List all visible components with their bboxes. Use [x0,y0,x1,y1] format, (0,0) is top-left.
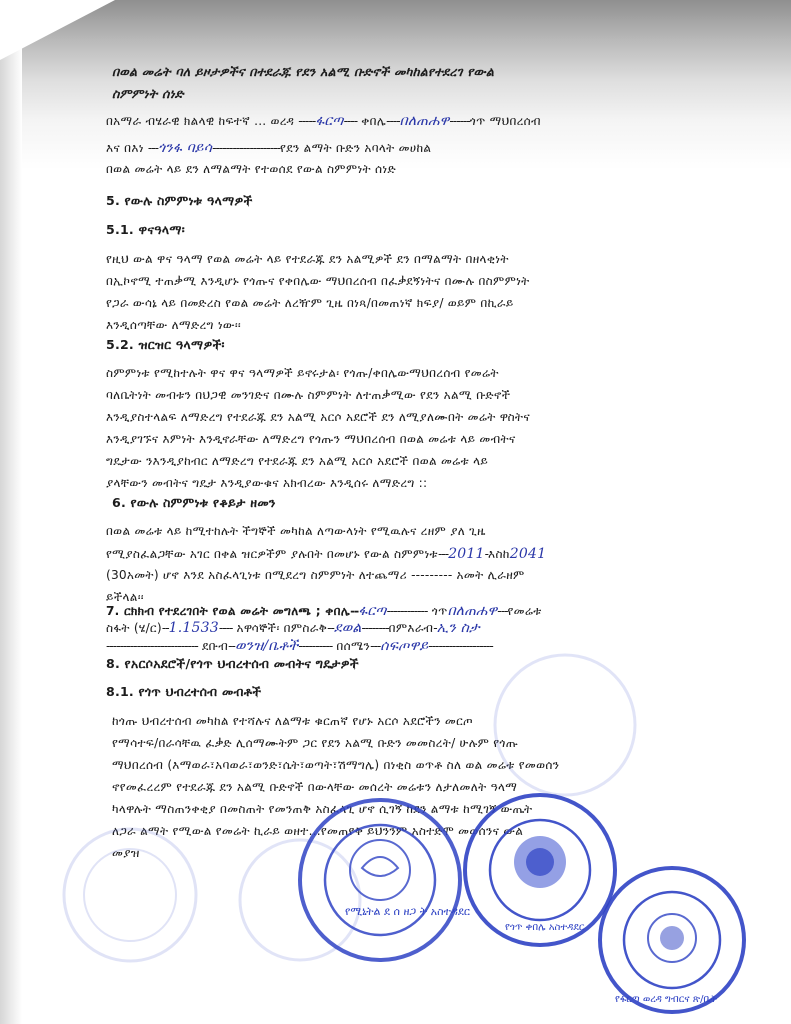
area-handwritten: 1.1533 [168,620,219,636]
paragraph-line: እንዲያገኙና እምነት እንዲኖራቸው ለማድረግ የጎጡን ማህበረሰብ በወል መሬቱ ላይ መብትና [106,432,516,446]
paragraph-line: ግዴታው ንእንዲያከብር ለማድረግ የተደራጁ ደን አልሚ አርሶ አደሮች በወል መሬቱ ላይ [106,454,489,468]
parties-line1: በአማራ ብሄራዊ ክልላዊ ከፍተኛ ... ወረዳ -----ፋርጣ---- ቀበሌ----በለጠሐዋ------ጎጥ ማህበረሰብ [106,113,541,129]
boundaries-label: አዋሳኞች፡ በምስራቅ [236,621,328,635]
land-description-prefix: 7. ርክክብ የተደረገበት የወል መሬት መግለጫ ; ቀበሌ [106,604,351,618]
section-5-heading: 5. የውሉ ስምምነቱ ዓላማዎች [106,193,253,208]
section-8-1-heading: 8.1. የጎጥ ህብረተሰብ መብቶች [106,684,262,699]
section-8-heading: 8. የአርሶአደሮች/የጎጥ ህብረተሰብ መብትና ግዴታዎች [106,656,359,671]
duration-prefix: የሚያስፈልጋቸው አገር በቀል ዝርዎችም ያሉበት በመሆኑ የውል ስምምነቱ [106,547,438,561]
east-handwritten: ደወል [333,620,362,636]
paragraph-line: ያላቸውን መብትና ግዴታ እንዲያውቁና አክብረው እንዲሰሩ ለማድረግ :: [106,476,428,490]
until-label: እስከ [488,547,510,561]
got2-label: ጎጥ [431,604,448,618]
paragraph-line: የዚህ ውል ዋና ዓላማ የወል መሬት ላይ የተደራጁ ደን አልሚዎች ደን በማልማት በዘላቂነት [106,252,509,266]
section-5-2-heading: 5.2. ዝርዝር ዓላማዎች፡ [106,337,225,352]
stamp1-text: የሚኒትል ደ ሰ ዘጋ ት አስተዳደር [345,905,470,918]
kebele2-handwritten: ፋርጣ [358,603,387,619]
paragraph-line: ካላዋሉት ማስጠንቀቂያ በመስጠት የመንጠቅ አስፈላጊ ሆኖ ሲገኝ ከደን ልማቱ ከሚገኝ ውጤት [112,802,533,816]
area-label: ስፋት (ሄ/ር) [106,621,162,635]
official-stamp-1 [300,800,470,960]
paragraph-line: እንዲሰጣቸው ለማድረግ ነው፡፡ [106,318,241,332]
document-title-line2: ስምምነት ሰነድ [112,86,184,101]
paragraph-line: በኢኮኖሚ ተጠቃሚ እንዲሆኑ የጎጡና የቀበሌው ማህበረሰብ በፈቃደኝነትና በሙሉ በስምምነት [106,274,530,288]
stamp3-text: የፋርጣ ወረዳ ግብርና ጽ/ቤት [615,994,718,1005]
land-description-line3: --------------------------- ደቡብ--ወንዝ/ቤቶች---------- በሰሜን---ሰፍጦዋይ------------------- [106,638,493,654]
paragraph-line: የጋራ ውሳኔ ላይ በመድረስ የወል መሬት ለረዥም ጊዜ በነጻ/በመጠነኛ ክፍያ/ ወይም በኪራይ [106,296,514,310]
paragraph-line: ይችላል፡፡ [106,590,144,604]
stamp2-text: የጎጥ ቀበሌ አስተዳደር [505,922,585,933]
official-stamp-2 [465,795,615,945]
year-from-handwritten: 2011 [448,546,485,562]
west-label: በምእራብ [388,621,434,635]
paragraph-line: በወል መሬቱ ላይ ከሚተከሉት ችግኞች መካከል ለጣውላነት የሚዉሉና ረዘም ያለ ጊዜ [106,524,486,538]
south-handwritten: ወንዝ/ቤቶች [234,638,299,654]
section-5-1-heading: 5.1. ዋናዓላማ፡ [106,222,185,237]
paragraph-line: ስምምነቱ የሚከተሉት ዋና ዋና ዓላማዎች ይኖሩታል፡ የጎጡ/ቀበሌውማህበረሰብ የመሬት [106,366,499,380]
paragraph-line: ባለቤትነት መብቱን በህጋዊ መንገድና በሙሉ ስምምነት ለተጠቃሚው የደን አልሚ ቡድኖች [106,388,511,402]
official-stamp-3 [600,868,744,1012]
parties-line2: እና በእነ ---ጎንፋ ባይሳ--------------------የደን ልማት ቡድን አባላት መሀከል [106,140,432,156]
document-title-line1: በወል መሬት ባለ ይዞታዎችና በተደራጁ የደን አልሚ ቡድኖች መካከልየተደረገ የውል [112,64,495,79]
paragraph-line: ኖየመፈረረም የተደራጁ ደን አልሚ ቡድኖች በውላቸው መሰረት መሬቱን ለታለመለት ዓላማ [112,780,518,794]
paragraph-line: ከጎጡ ህብረተሰብ መካከል የተሻሉና ለልማቱ ቁርጠኛ የሆኑ አርሶ አደሮችን መርጦ [112,714,474,728]
duration-line: የሚያስፈልጋቸው አገር በቀል ዝርዎችም ያሉበት በመሆኑ የውል ስምምነቱ---2011-እስከ2041 [106,546,547,562]
got2-handwritten: በለጠሐዋ [447,603,498,619]
got-label: ጎጥ ማህበረሰብ [469,114,541,128]
woreda-handwritten: ፋርጣ [315,113,344,129]
kebele-handwritten: በለጠሐዋ [399,113,450,129]
paragraph-line: የማሳተፍ/በራሳቸዉ ፈቃድ ሊሰማሙትም ጋር የደን አልሚ ቡድን መመስረት/ ሁሉም የጎጡ [112,736,519,750]
land-description-line1: 7. ርክክብ የተደረገበት የወል መሬት መግለጫ ; ቀበሌ--ፋርጣ------------ ጎጥበለጠሐዋ---የመሬቱ [106,603,542,619]
paragraph-line: እንዲያስተላልፍ ለማድረግ የተደራጁ ደን አልሚ አርሶ አደሮች ደን ለሚያለሙበት መሬት ዋስትና [106,410,531,424]
paragraph-line: መያዝ [112,846,140,860]
kebele-label: ቀበሌ [361,114,387,128]
north-handwritten: ሰፍጦዋይ [380,638,429,654]
paragraph-line: ለጋራ ልማት የሚውል የመሬት ኪራይ ወዘተ...የመጠየቅ ይህንንም አስተድሞ መወሰንና ውል [112,824,524,838]
paragraph-line: (30አመት) ሆኖ እንደ አስፈላጊነቱ በሚደረግ ስምምነት ለተጨማሪ --------- አመት ሊራዘም [106,568,525,582]
land-description-line2: ስፋት (ሄ/ር)--1.1533---- አዋሳኞች፡ በምስራቅ--ደወል--------በምእራብ-ኢን ስታ [106,620,480,636]
section-6-heading: 6. የውሉ ስምምነቱ የቆይታ ዘመን [112,495,276,510]
parties-members: የደን ልማት ቡድን አባላት መሀከል [280,141,432,155]
west-handwritten: ኢን ስታ [436,620,480,636]
south-label: ደቡብ [201,639,229,653]
year-to-handwritten: 2041 [509,546,547,562]
parties-and: እና በእነ [106,141,144,155]
paragraph-line: ማህበረሰብ (እማወራ፣አባወራ፣ወንድ፣ሴት፣ወጣት፣ሽማግሌ) በነቂስ ወጥቶ ስለ ወል መሬቱ የመወሰን [112,758,560,772]
land-label: የመሬቱ [507,604,542,618]
parties-line3: በወል መሬት ላይ ደን ለማልማት የተወሰደ የውል ስምምነት ሰነድ [106,162,397,176]
north-label: በሰሜን [336,639,371,653]
name-handwritten: ጎንፋ ባይሳ [158,140,213,156]
parties-prefix: በአማራ ብሄራዊ ክልላዊ ከፍተኛ ... ወረዳ [106,114,295,128]
